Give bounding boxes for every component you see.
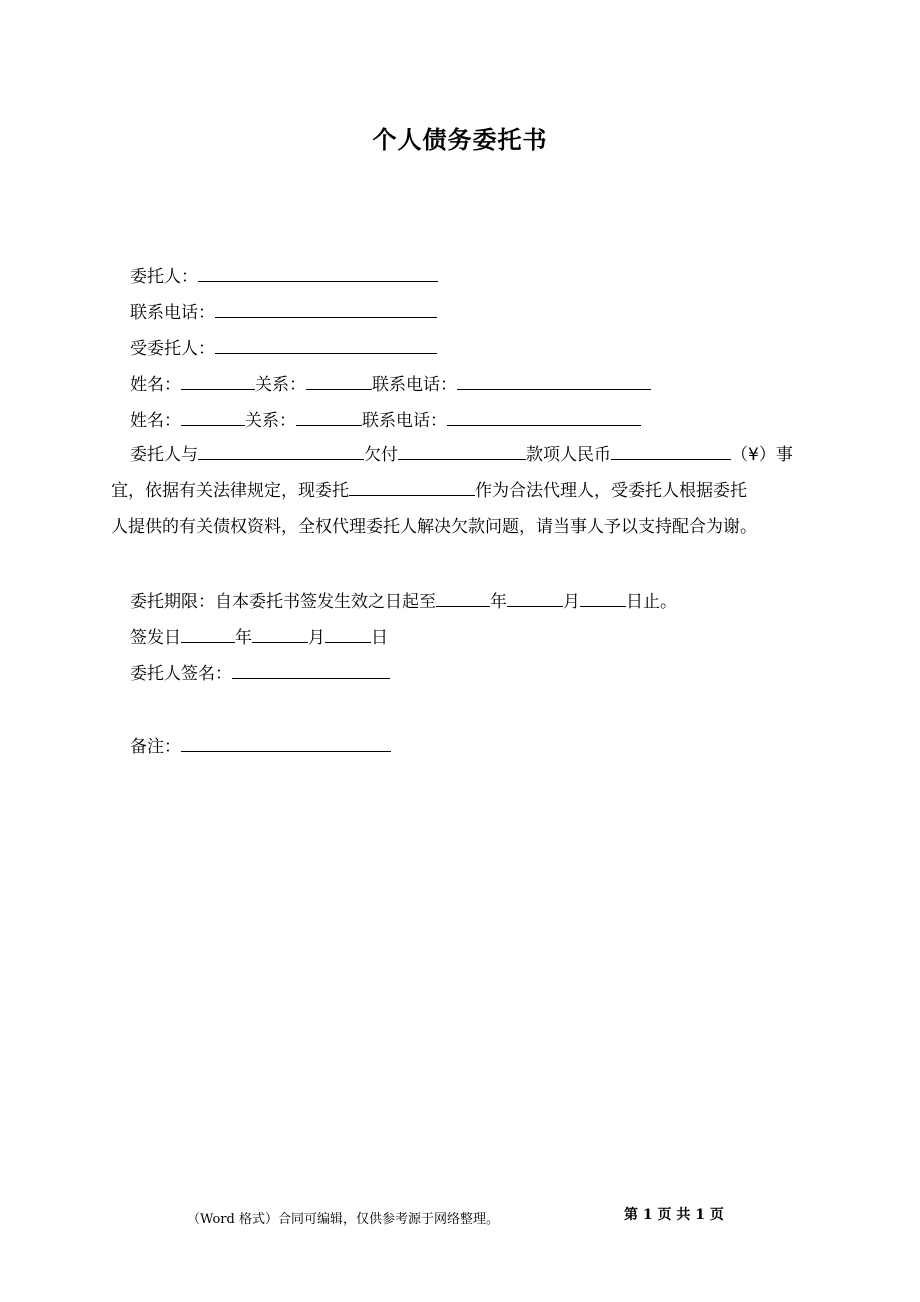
- signature-label: 委托人签名：: [130, 664, 232, 684]
- contact-row-1: [130, 373, 651, 396]
- entrustment-paragraph: [111, 437, 811, 545]
- debtor-blank[interactable]: [198, 443, 364, 460]
- phone-row: [130, 301, 437, 324]
- agent-blank[interactable]: [215, 337, 437, 354]
- contact-phone-blank[interactable]: [447, 409, 641, 426]
- relation-label: 关系：: [255, 375, 306, 395]
- name-blank[interactable]: [181, 373, 255, 390]
- relation-blank[interactable]: [306, 373, 372, 390]
- phone-blank[interactable]: [215, 301, 437, 318]
- contact-phone-label: 联系电话：: [362, 411, 447, 431]
- agent-name-blank[interactable]: [349, 479, 475, 496]
- principal-label: 委托人：: [130, 267, 198, 287]
- issue-day-blank[interactable]: [325, 626, 371, 643]
- signature-row: [130, 662, 390, 685]
- signature-blank[interactable]: [232, 662, 390, 679]
- contact-phone-blank[interactable]: [457, 373, 651, 390]
- paragraph-line-2: 宜，依据有关法律规定，现委托 作为合法代理人，受委托人根据委托: [111, 481, 747, 501]
- relation-label: 关系：: [245, 411, 296, 431]
- name-label: 姓名：: [130, 411, 181, 431]
- term-day-blank[interactable]: [580, 590, 626, 607]
- footer-note: （Word 格式）合同可编辑，仅供参考源于网络整理。: [187, 1212, 499, 1227]
- name-label: 姓名：: [130, 375, 181, 395]
- page-number: 第 1 页 共 1 页: [624, 1207, 724, 1223]
- name-blank[interactable]: [181, 409, 245, 426]
- principal-blank[interactable]: [198, 265, 438, 282]
- term-label: 委托期限：自本委托书签发生效之日起至: [130, 592, 436, 612]
- term-month-blank[interactable]: [507, 590, 563, 607]
- document-title: 个人债务委托书: [372, 126, 548, 154]
- remark-row: [130, 735, 391, 758]
- paragraph-line-1: 委托人与 欠付 款项人民币 （¥）事: [130, 445, 793, 465]
- term-year-blank[interactable]: [436, 590, 490, 607]
- contact-row-2: [130, 409, 641, 432]
- term-row: 委托期限：自本委托书签发生效之日起至 年 月 日止。: [130, 592, 677, 612]
- issue-date-label: 签发日: [130, 628, 181, 648]
- principal-row: [130, 265, 438, 288]
- remark-blank[interactable]: [181, 735, 391, 752]
- issue-month-blank[interactable]: [252, 626, 308, 643]
- contact-phone-label: 联系电话：: [372, 375, 457, 395]
- agent-row: [130, 337, 437, 360]
- issue-date-row: 签发日 年 月 日: [130, 628, 388, 648]
- issue-year-blank[interactable]: [181, 626, 235, 643]
- paragraph-line-3: 人提供的有关债权资料，全权代理委托人解决欠款问题，请当事人予以支持配合为谢。: [111, 517, 757, 537]
- relation-blank[interactable]: [296, 409, 362, 426]
- phone-label: 联系电话：: [130, 303, 215, 323]
- debt-item-blank[interactable]: [398, 443, 526, 460]
- agent-label: 受委托人：: [130, 339, 215, 359]
- remark-label: 备注：: [130, 737, 181, 757]
- amount-blank[interactable]: [611, 443, 731, 460]
